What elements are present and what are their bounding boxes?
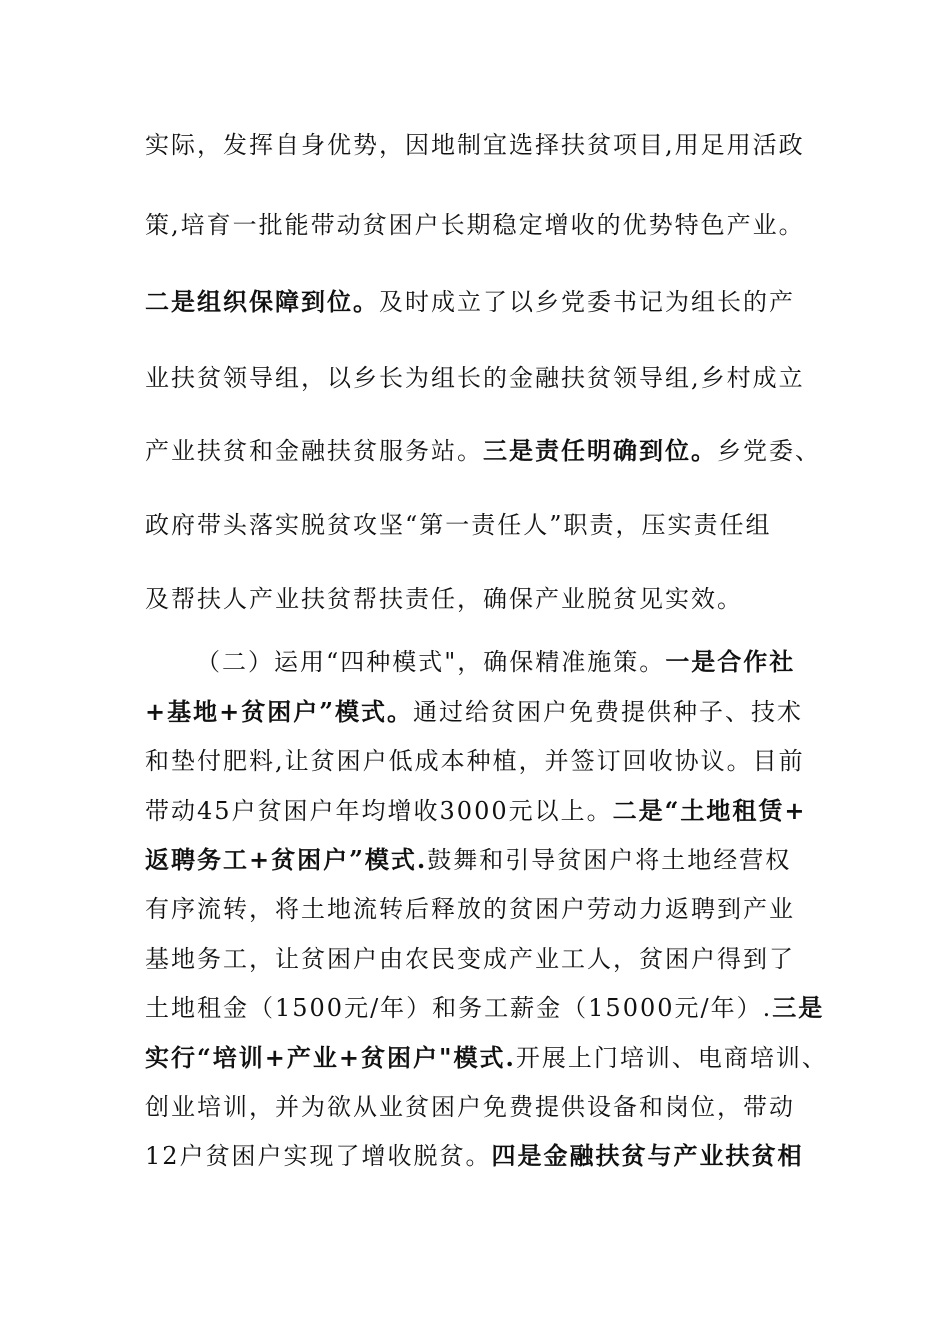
text-run: 通过给贫困户免费提供种子、技术: [413, 698, 804, 726]
text-line: [145, 210, 835, 240]
text-run: 业扶贫领导组，以乡长为组长的金融扶贫领导组,乡村成立: [145, 364, 805, 392]
text-line: [145, 894, 835, 924]
text-line: [145, 944, 835, 974]
text-run: 基地务工，让贫困户由农民变成产业工人，贫困户得到了: [145, 945, 795, 973]
text-run: 及时成立了以乡党委书记为组长的产: [379, 288, 795, 316]
text-run: 乡党委、: [717, 437, 821, 465]
text-line: [145, 697, 835, 727]
text-run-bold: 返聘务工+贫困户”模式.: [145, 845, 428, 874]
text-line: [145, 510, 835, 540]
text-line: [145, 363, 835, 393]
text-line: [145, 130, 835, 160]
text-run-bold: 二是组织保障到位。: [145, 287, 379, 316]
text-line: [145, 436, 835, 466]
text-run: 土地租金（1500元/年）和务工薪金（15000元/年）.: [145, 994, 773, 1022]
text-line: [196, 647, 886, 677]
text-run: 开展上门培训、电商培训、: [515, 1044, 828, 1072]
text-run-bold: 二是“土地租赁+: [612, 796, 807, 825]
text-run: 鼓舞和引导贫困户将土地经营权: [427, 846, 792, 874]
text-run-bold: 一是合作社: [665, 647, 796, 676]
text-run: 产业扶贫和金融扶贫服务站。: [145, 437, 483, 465]
text-line: [145, 845, 835, 875]
text-line: [145, 746, 835, 776]
text-run: 创业培训，并为欲从业贫困户免费提供设备和岗位，带动: [145, 1093, 795, 1121]
text-line: [145, 287, 835, 317]
text-line: [145, 796, 835, 826]
text-run: 有序流转，将土地流转后释放的贫困户劳动力返聘到产业: [145, 895, 795, 923]
text-run-bold: 四是金融扶贫与产业扶贫相: [491, 1141, 804, 1170]
text-run: 带动45户贫困户年均增收3000元以上。: [145, 797, 613, 825]
text-run: 和垫付肥料,让贫困户低成本种植，并签订回收协议。目前: [145, 747, 805, 775]
text-run-bold: 实行“培训+产业+贫困户"模式.: [145, 1043, 516, 1072]
text-run-bold: 三是责任明确到位。: [483, 436, 717, 465]
text-line: [145, 1043, 835, 1073]
text-run-bold: +基地+贫困户”模式。: [145, 697, 414, 726]
text-line: [145, 584, 835, 614]
text-run: 政府带头落实脱贫攻坚“第一责任人”职责，压实责任组: [145, 511, 772, 539]
text-run: 策,培育一批能带动贫困户长期稳定增收的优势特色产业。: [145, 211, 805, 239]
text-run: （二）运用“四种模式"，确保精准施策。: [196, 648, 666, 676]
text-run: 及帮扶人产业扶贫帮扶责任，确保产业脱贫见实效。: [145, 585, 743, 613]
text-line: [145, 993, 835, 1023]
text-line: [145, 1141, 835, 1171]
text-run-bold: 三是: [772, 993, 825, 1022]
text-run: 实际，发挥自身优势，因地制宜选择扶贫项目,用足用活政: [145, 131, 805, 159]
text-line: [145, 1092, 835, 1122]
text-run: 12户贫困户实现了增收脱贫。: [145, 1142, 492, 1170]
